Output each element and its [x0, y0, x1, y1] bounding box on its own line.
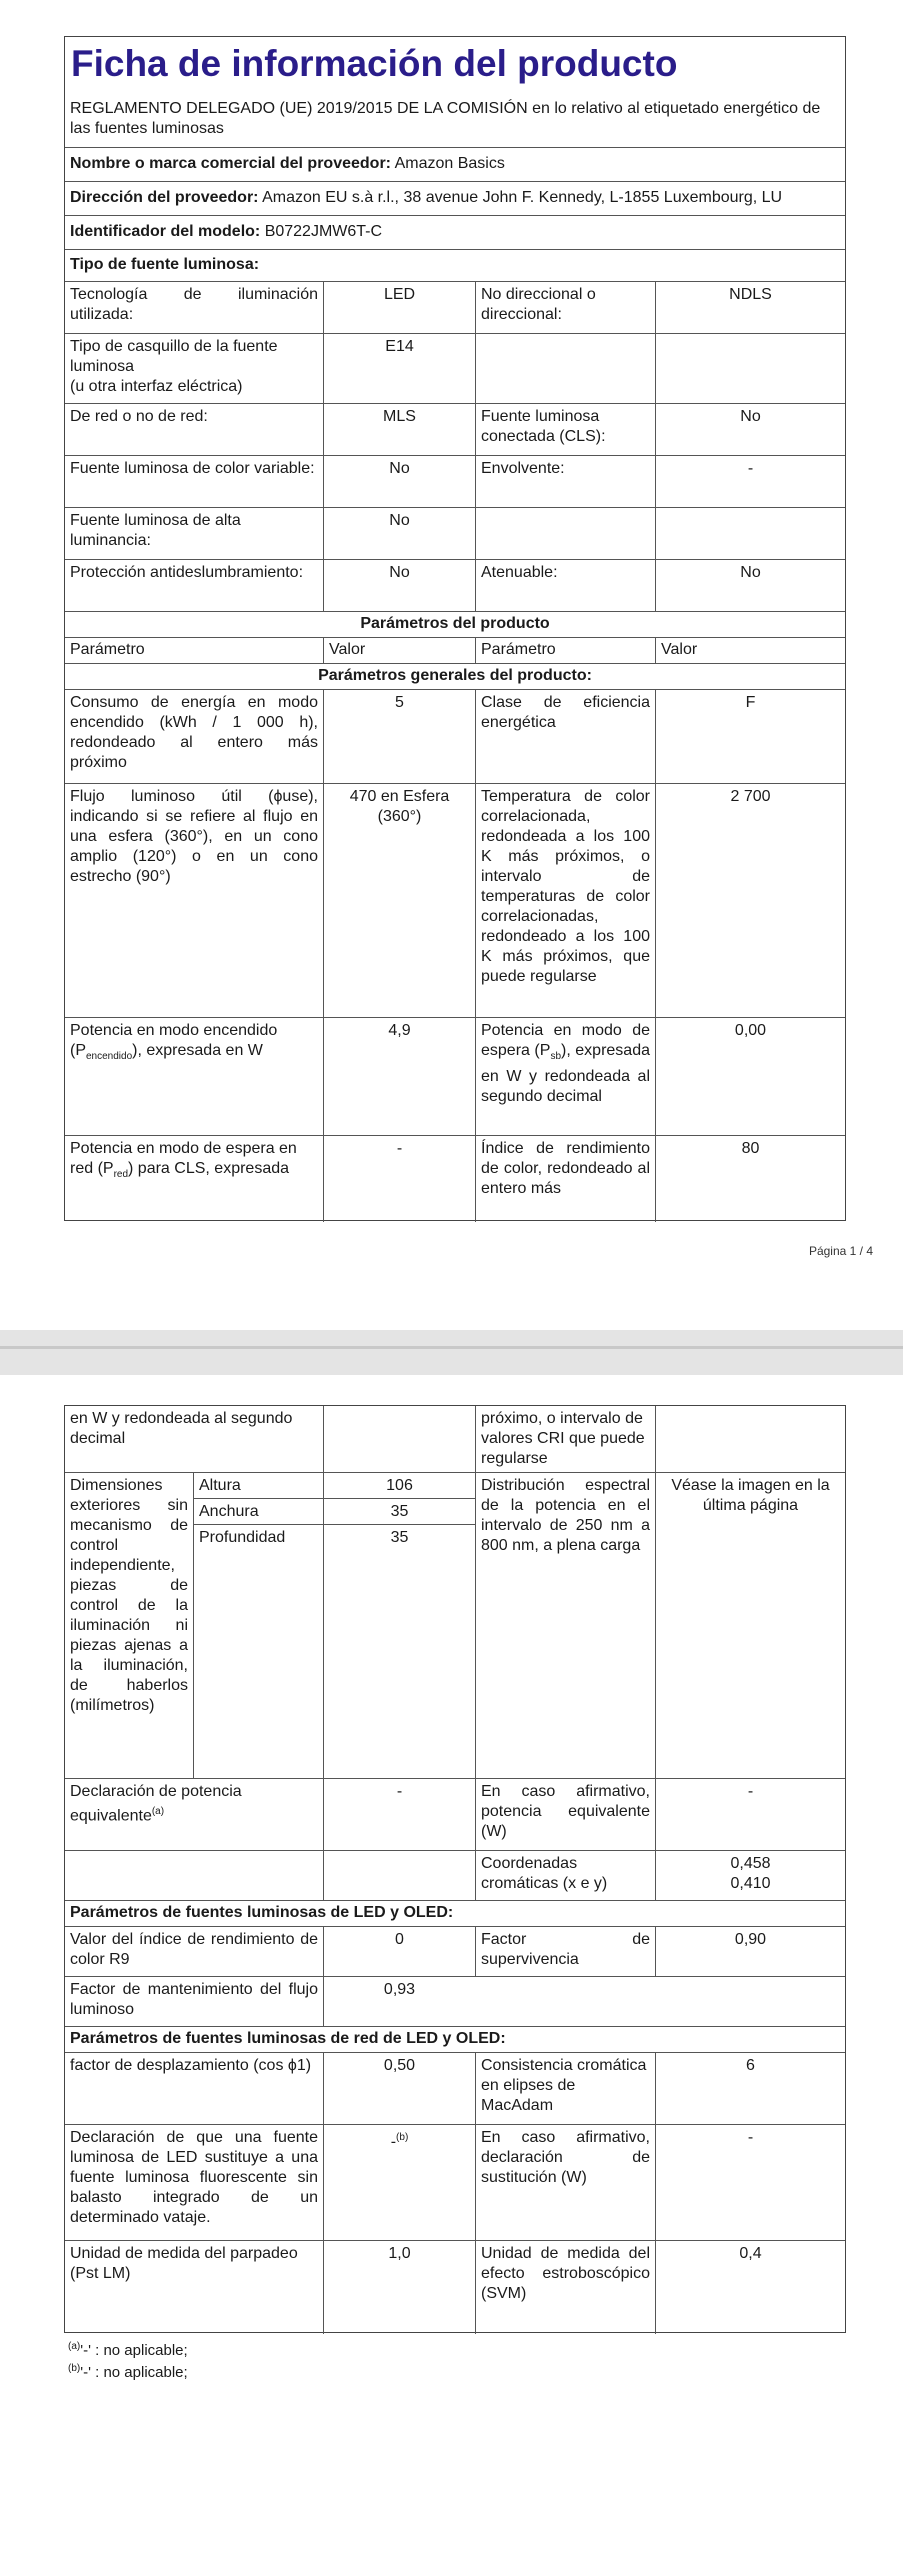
table-row: Valor del índice de rendimiento de color R9 0 Factor de supervivencia 0,90	[65, 1926, 845, 1976]
dimension-name: Profundidad	[199, 1529, 286, 1546]
address-label: Dirección del proveedor:	[70, 189, 259, 206]
model-row	[65, 215, 845, 249]
footnote-b: $^{(b)}$'-' : no aplicable;	[68, 2363, 188, 2381]
page-title: Ficha de información del producto	[71, 43, 678, 84]
table-row: Unidad de medida del parpadeo (Pst LM) 1,0 Unidad de medida del efecto estroboscópico (SVM) 0,4	[65, 2240, 845, 2334]
chromaticity-y: 0,410	[730, 1875, 771, 1892]
table-row: Fuente luminosa de alta luminancia: No	[65, 507, 845, 559]
light-type-header: Tipo de fuente luminosa:	[70, 256, 260, 273]
model-value: B0722JMW6T-C	[264, 223, 383, 240]
page-number: Página 1 / 4	[808, 1244, 873, 1258]
title-row	[65, 37, 845, 93]
general-params-header-row	[65, 663, 845, 689]
page-separator	[0, 1330, 903, 1375]
dimension-value: 35	[390, 1529, 409, 1546]
table-row: Potencia en modo de espera en red $(P_{red})$ para CLS, expresada - Índice de rendimiento de color, redondeado al entero más 80	[65, 1135, 845, 1222]
table-row: Tipo de casquillo de la fuente luminosa (u otra interfaz eléctrica) E14	[65, 333, 845, 403]
led-oled-header-row	[65, 1900, 845, 1926]
table-row: Declaración de que una fuente luminosa de LED sustituye a una fuente luminosa fluorescente sin balasto integrado de un determinado vataje. -$^{(b)}$ En caso afirmativo, declaración de sustitución (W) -	[65, 2124, 845, 2240]
table-row: en W y redondeada al segundo decimal próximo, o intervalo de valores CRI que puede regularse	[65, 1406, 845, 1472]
product-params-header-row	[65, 611, 845, 637]
model-label: Identificador del modelo:	[70, 223, 261, 240]
column-header-row: Parámetro Valor Parámetro Valor	[65, 637, 845, 663]
regulation-text: REGLAMENTO DELEGADO (UE) 2019/2015 DE LA COMISIÓN en lo relativo al etiquetado energético de las fuentes luminosas	[70, 100, 821, 137]
document-page-2	[0, 1375, 903, 2560]
table-row: Fuente luminosa de color variable: No Envolvente: -	[65, 455, 845, 507]
product-params-header: Parámetros del producto	[360, 615, 550, 632]
table-row: factor de desplazamiento (cos ϕ1) 0,50 Consistencia cromática en elipses de MacAdam 6	[65, 2052, 845, 2124]
dimensions-row: Dimensiones exteriores sin mecanismo de control independiente, piezas de control de la iluminación ni piezas ajenas a la iluminación, de haberlos (milímetros) Altura Anchura Profundidad 106 35 35 Distribución espectral de la potencia en el intervalo de 250 nm a 800 nm, a plena carga Véase la imagen en la última página	[65, 1472, 845, 1778]
table-row: De red o no de red: MLS Fuente luminosa conectada (CLS): No	[65, 403, 845, 455]
dimension-value: 106	[324, 1473, 475, 1499]
table-row: Potencia en modo encendido $(P_{encendido})$, expresada en W 4,9 Potencia en modo de espera $(P_{sb})$, expresada en W y redondeada al segundo decimal 0,00	[65, 1017, 845, 1135]
led-oled-mains-header: Parámetros de fuentes luminosas de red de LED y OLED:	[70, 2030, 506, 2047]
footnote-a: $^{(a)}$'-' : no aplicable;	[68, 2341, 188, 2359]
supplier-label: Nombre o marca comercial del proveedor:	[70, 155, 391, 172]
led-oled-header: Parámetros de fuentes luminosas de LED y OLED:	[70, 1904, 454, 1921]
dimension-name: Anchura	[194, 1499, 323, 1525]
led-oled-mains-header-row	[65, 2026, 845, 2052]
table-row: Flujo luminoso útil (ϕuse), indicando si se refiere al flujo en una esfera (360°), en un cono amplio (120°) o en un cono estrecho (90°) 470 en Esfera (360°) Temperatura de color correlacionada, redondeada a los 100 K más próximos, o intervalo de temperaturas de color correlacionadas, redondeado a los 100 K más próximos, que puede regularse 2 700	[65, 783, 845, 1017]
table-row: Protección antideslumbramiento: No Atenuable: No	[65, 559, 845, 611]
product-info-table	[64, 36, 846, 1221]
product-info-table-continued	[64, 1405, 846, 2333]
dimension-name: Altura	[194, 1473, 323, 1499]
address-row	[65, 181, 845, 215]
table-row: Coordenadas cromáticas (x e y) 0,458 0,410	[65, 1850, 845, 1900]
supplier-value: Amazon Basics	[394, 155, 505, 172]
table-row: Tecnología de iluminación utilizada: LED No direccional o direccional: NDLS	[65, 281, 845, 333]
table-row: Factor de mantenimiento del flujo luminoso 0,93	[65, 1976, 845, 2026]
general-params-header: Parámetros generales del producto:	[318, 667, 592, 684]
dimension-value: 35	[324, 1499, 475, 1525]
light-type-header-row	[65, 249, 845, 281]
supplier-row	[65, 147, 845, 181]
table-row: Consumo de energía en modo encendido (kWh / 1 000 h), redondeado al entero más próximo 5 Clase de eficiencia energética F	[65, 689, 845, 783]
chromaticity-x: 0,458	[730, 1855, 771, 1872]
table-row: Declaración de potencia equivalente$^{(a)}$ - En caso afirmativo, potencia equivalente (W) -	[65, 1778, 845, 1850]
address-value: Amazon EU s.à r.l., 38 avenue John F. Kennedy, L-1855 Luxembourg, LU	[262, 189, 783, 206]
